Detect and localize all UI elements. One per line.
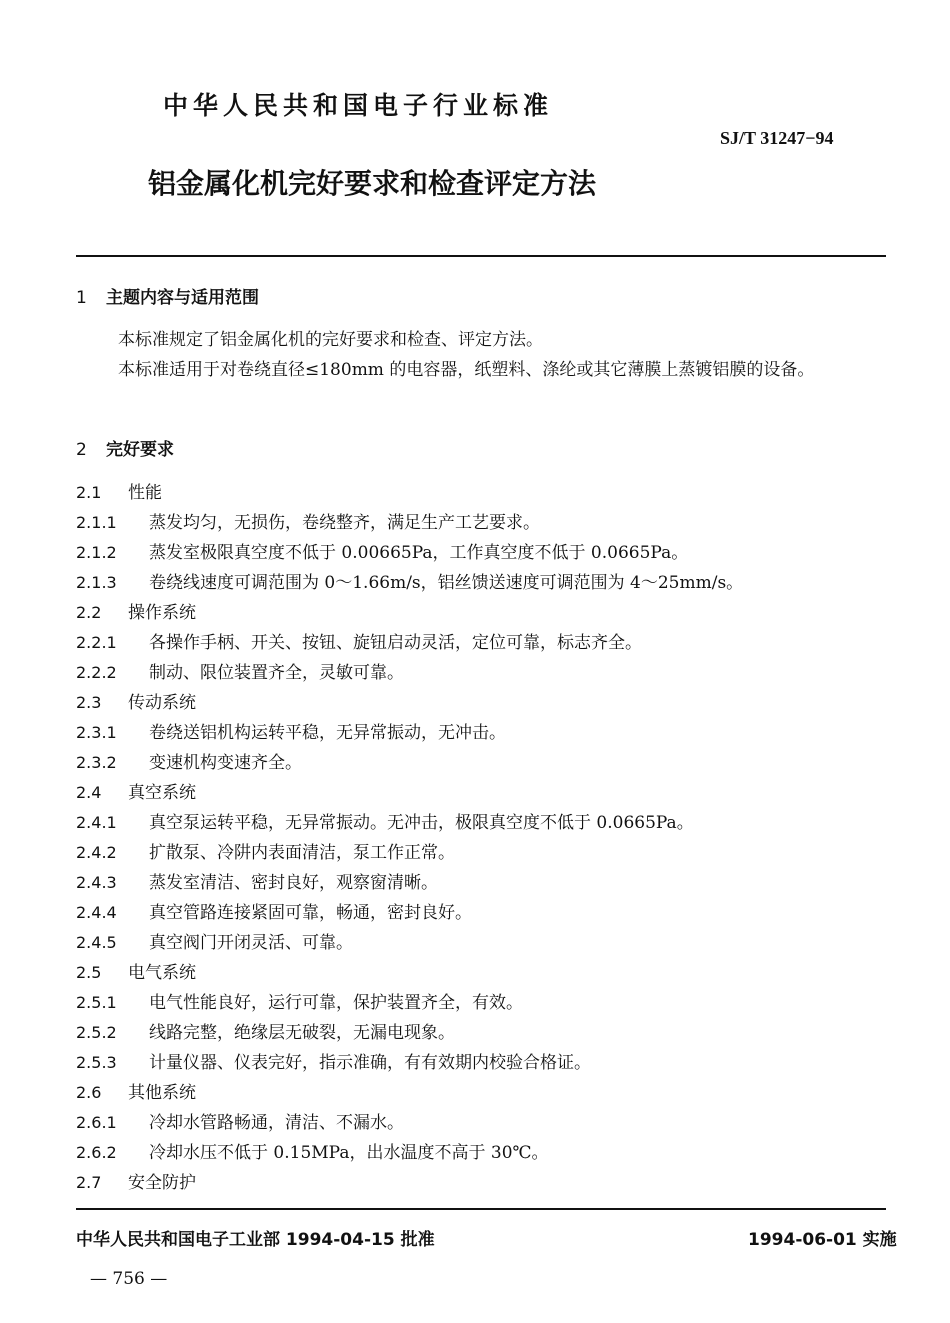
item-number: 2.1.1 bbox=[76, 513, 117, 532]
item-text: 卷绕送铝机构运转平稳，无异常振动，无冲击。 bbox=[149, 723, 506, 743]
list-item bbox=[76, 718, 743, 748]
item-text: 卷绕线速度可调范围为 0～1.66m/s，铝丝馈送速度可调范围为 4～25mm/s。 bbox=[149, 573, 744, 593]
item-number: 2.3.1 bbox=[76, 723, 117, 742]
list-item bbox=[76, 838, 743, 868]
item-text: 性能 bbox=[128, 483, 162, 503]
list-item bbox=[76, 928, 743, 958]
subsection-heading bbox=[76, 478, 743, 508]
item-number: 2.6.1 bbox=[76, 1113, 117, 1132]
section-1-number: 1 bbox=[76, 288, 87, 308]
item-text: 真空阀门开闭灵活、可靠。 bbox=[149, 933, 353, 953]
list-item bbox=[76, 748, 743, 778]
item-text: 蒸发均匀，无损伤，卷绕整齐，满足生产工艺要求。 bbox=[149, 513, 540, 533]
list-item bbox=[76, 898, 743, 928]
section-1-paragraph-1: 本标准规定了铝金属化机的完好要求和检查、评定方法。 bbox=[118, 330, 543, 350]
item-number: 2.6.2 bbox=[76, 1143, 117, 1162]
item-number: 2.7 bbox=[76, 1173, 102, 1192]
section-1-paragraph-2: 本标准适用于对卷绕直径≤180mm 的电容器，纸塑料、涤纶或其它薄膜上蒸镀铝膜的设备。 bbox=[118, 360, 815, 380]
list-item bbox=[76, 988, 743, 1018]
item-text: 其他系统 bbox=[128, 1083, 196, 1103]
subsection-heading bbox=[76, 958, 743, 988]
item-text: 冷却水管路畅通，清洁、不漏水。 bbox=[149, 1113, 404, 1133]
list-item bbox=[76, 628, 743, 658]
item-number: 2.4.4 bbox=[76, 903, 117, 922]
item-number: 2.5.2 bbox=[76, 1023, 117, 1042]
item-text: 冷却水压不低于 0.15MPa，出水温度不高于 30℃。 bbox=[149, 1143, 549, 1163]
item-number: 2.4 bbox=[76, 783, 102, 802]
section-2-title: 完好要求 bbox=[106, 440, 174, 460]
item-number: 2.1.2 bbox=[76, 543, 117, 562]
item-number: 2.2.2 bbox=[76, 663, 117, 682]
page-number: — 756 — bbox=[90, 1269, 168, 1289]
item-text: 蒸发室极限真空度不低于 0.00665Pa，工作真空度不低于 0.0665Pa。 bbox=[149, 543, 689, 563]
item-text: 电气系统 bbox=[128, 963, 196, 983]
item-text: 计量仪器、仪表完好，指示准确，有有效期内校验合格证。 bbox=[149, 1053, 591, 1073]
approval-note: 中华人民共和国电子工业部 1994-04-15 批准 bbox=[76, 1230, 435, 1250]
item-number: 2.5 bbox=[76, 963, 102, 982]
item-text: 线路完整，绝缘层无破裂，无漏电现象。 bbox=[149, 1023, 455, 1043]
list-item bbox=[76, 1018, 743, 1048]
subsection-heading bbox=[76, 1078, 743, 1108]
item-text: 扩散泵、冷阱内表面清洁，泵工作正常。 bbox=[149, 843, 455, 863]
section-2-heading bbox=[76, 435, 174, 460]
section-2-number: 2 bbox=[76, 440, 87, 460]
header-divider bbox=[76, 255, 886, 257]
footer-divider bbox=[76, 1208, 886, 1210]
item-number: 2.1 bbox=[76, 483, 102, 502]
item-text: 变速机构变速齐全。 bbox=[149, 753, 302, 773]
item-number: 2.1.3 bbox=[76, 573, 117, 592]
list-item bbox=[76, 868, 743, 898]
item-number: 2.4.5 bbox=[76, 933, 117, 952]
standard-code: SJ/T 31247−94 bbox=[720, 128, 834, 148]
org-title: 中华人民共和国电子行业标准 bbox=[163, 91, 554, 120]
item-number: 2.4.2 bbox=[76, 843, 117, 862]
item-text: 传动系统 bbox=[128, 693, 196, 713]
section-1-title: 主题内容与适用范围 bbox=[106, 288, 259, 308]
document-title: 铝金属化机完好要求和检查评定方法 bbox=[148, 167, 597, 200]
item-text: 各操作手柄、开关、按钮、旋钮启动灵活，定位可靠，标志齐全。 bbox=[149, 633, 642, 653]
item-text: 真空系统 bbox=[128, 783, 196, 803]
section-1-heading bbox=[76, 283, 259, 308]
list-item bbox=[76, 508, 743, 538]
item-number: 2.4.3 bbox=[76, 873, 117, 892]
effective-date: 1994-06-01 实施 bbox=[748, 1230, 897, 1250]
item-number: 2.3.2 bbox=[76, 753, 117, 772]
list-item bbox=[76, 568, 743, 598]
item-number: 2.4.1 bbox=[76, 813, 117, 832]
subsection-heading bbox=[76, 688, 743, 718]
list-item bbox=[76, 1108, 743, 1138]
list-item bbox=[76, 538, 743, 568]
item-text: 安全防护 bbox=[128, 1173, 196, 1193]
item-number: 2.2 bbox=[76, 603, 102, 622]
item-number: 2.5.3 bbox=[76, 1053, 117, 1072]
requirements-list bbox=[76, 478, 743, 1198]
list-item bbox=[76, 658, 743, 688]
list-item bbox=[76, 808, 743, 838]
item-text: 电气性能良好，运行可靠，保护装置齐全，有效。 bbox=[149, 993, 523, 1013]
item-number: 2.5.1 bbox=[76, 993, 117, 1012]
item-number: 2.6 bbox=[76, 1083, 102, 1102]
item-number: 2.3 bbox=[76, 693, 102, 712]
subsection-heading bbox=[76, 778, 743, 808]
item-number: 2.2.1 bbox=[76, 633, 117, 652]
item-text: 操作系统 bbox=[128, 603, 196, 623]
subsection-heading bbox=[76, 598, 743, 628]
list-item bbox=[76, 1048, 743, 1078]
item-text: 真空泵运转平稳，无异常振动。无冲击，极限真空度不低于 0.0665Pa。 bbox=[149, 813, 694, 833]
list-item bbox=[76, 1138, 743, 1168]
item-text: 蒸发室清洁、密封良好，观察窗清晰。 bbox=[149, 873, 438, 893]
subsection-heading bbox=[76, 1168, 743, 1198]
item-text: 制动、限位装置齐全，灵敏可靠。 bbox=[149, 663, 404, 683]
item-text: 真空管路连接紧固可靠，畅通，密封良好。 bbox=[149, 903, 472, 923]
